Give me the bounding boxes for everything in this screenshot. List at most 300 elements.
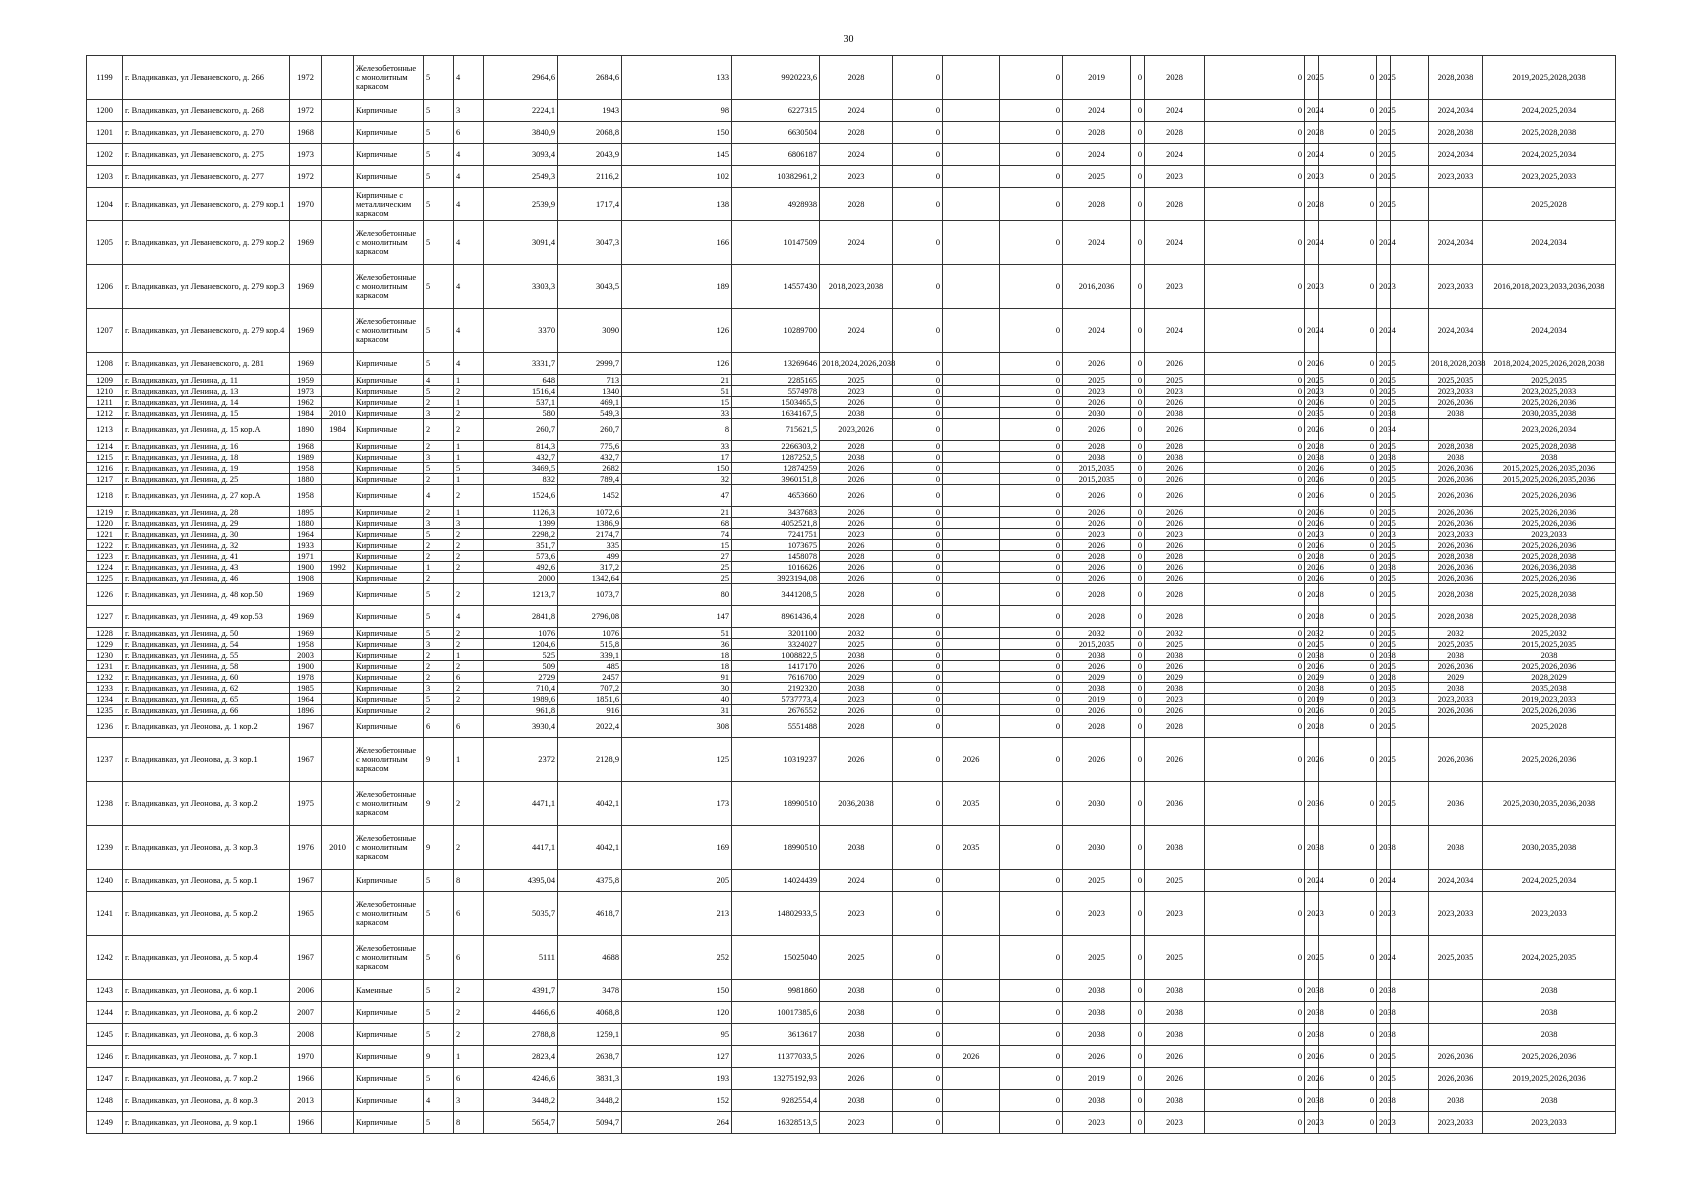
cell-c2: 0 [893,661,943,672]
cell-floors: 2 [424,705,454,716]
cell-c6: 0 [1131,562,1145,573]
cell-c11: 2025 [1377,375,1391,386]
cell-c2: 0 [893,463,943,474]
cell-c7: 2038 [1145,980,1205,1002]
cell-year2 [322,551,354,562]
cell-entrances: 2 [454,1024,484,1046]
cell-address: г. Владикавказ, ул Леонова, д. 5 кор.1 [123,870,290,892]
cell-c10: 0 [1319,100,1377,122]
cell-year2: 2010 [322,826,354,870]
cell-c9: 2026 [1305,353,1319,375]
cell-material: Кирпичные [354,562,424,573]
cell-c2: 0 [893,408,943,419]
cell-c8: 0 [1205,639,1305,650]
cell-year2 [322,694,354,705]
cell-entrances: 8 [454,1112,484,1134]
cell-c8: 0 [1205,1024,1305,1046]
cell-c9: 2026 [1305,474,1319,485]
cell-year: 1890 [290,419,322,441]
cell-c3 [943,892,1000,936]
cell-material: Кирпичные [354,529,424,540]
cell-c5: 2019 [1063,1068,1131,1090]
cell-c7: 2026 [1145,738,1205,782]
cell-c10: 0 [1319,738,1377,782]
cell-c10: 0 [1319,166,1377,188]
cell-c7: 2023 [1145,529,1205,540]
cell-c13: 2025,2028,2038 [1483,441,1616,452]
cell-c9: 2035 [1305,408,1319,419]
cell-floors: 5 [424,892,454,936]
cell-year: 1968 [290,441,322,452]
cell-empty [1391,529,1429,540]
cell-year: 2007 [290,1002,322,1024]
cell-floors: 3 [424,408,454,419]
cell-c6: 0 [1131,716,1145,738]
cell-floors: 5 [424,309,454,353]
cell-floors: 5 [424,694,454,705]
cell-c6: 0 [1131,56,1145,100]
cell-c13: 2023,2033 [1483,892,1616,936]
cell-c11: 2025 [1377,463,1391,474]
cell-cost: 9981860 [732,980,820,1002]
cell-empty [1391,782,1429,826]
cell-year: 1900 [290,661,322,672]
cell-residents: 138 [622,188,732,221]
cell-c10: 0 [1319,650,1377,661]
cell-c11: 2035 [1377,683,1391,694]
cell-residents: 36 [622,639,732,650]
cell-year2 [322,738,354,782]
cell-c3: 2026 [943,738,1000,782]
cell-floors: 2 [424,540,454,551]
cell-area_res: 2684,6 [558,56,622,100]
cell-c11: 2038 [1377,408,1391,419]
cell-area_res: 2638,7 [558,1046,622,1068]
cell-c8: 0 [1205,441,1305,452]
cell-c9: 2019 [1305,694,1319,705]
cell-c2: 0 [893,936,943,980]
cell-c6: 0 [1131,353,1145,375]
cell-c4: 0 [1000,716,1063,738]
cell-year: 1969 [290,584,322,606]
cell-c13: 2026,2036,2038 [1483,562,1616,573]
cell-cost: 10382961,2 [732,166,820,188]
cell-c4: 0 [1000,221,1063,265]
cell-area_total: 260,7 [484,419,558,441]
cell-year2 [322,936,354,980]
cell-empty [1391,826,1429,870]
cell-c4: 0 [1000,518,1063,529]
cell-material: Кирпичные [354,518,424,529]
cell-c5: 2025 [1063,375,1131,386]
cell-c10: 0 [1319,606,1377,628]
table-row [87,980,1616,1002]
cell-c13: 2015,2025,2035 [1483,639,1616,650]
cell-c2: 0 [893,892,943,936]
cell-c1: 2032 [820,628,893,639]
cell-c3 [943,100,1000,122]
table-row [87,518,1616,529]
cell-year: 1975 [290,782,322,826]
cell-c4: 0 [1000,1112,1063,1134]
cell-entrances: 2 [454,980,484,1002]
cell-id: 1243 [87,980,123,1002]
cell-entrances: 2 [454,694,484,705]
cell-c1: 2023 [820,892,893,936]
cell-c3 [943,122,1000,144]
cell-c5: 2026 [1063,518,1131,529]
cell-c8: 0 [1205,221,1305,265]
cell-empty [1391,683,1429,694]
cell-c7: 2032 [1145,628,1205,639]
cell-address: г. Владикавказ, ул Ленина, д. 41 [123,551,290,562]
cell-address: г. Владикавказ, ул Ленина, д. 18 [123,452,290,463]
cell-c6: 0 [1131,540,1145,551]
cell-material: Кирпичные [354,1068,424,1090]
cell-c5: 2026 [1063,661,1131,672]
cell-c9: 2026 [1305,573,1319,584]
cell-c6: 0 [1131,463,1145,474]
cell-c12: 2026,2036 [1429,485,1483,507]
cell-c7: 2023 [1145,1112,1205,1134]
cell-empty [1391,507,1429,518]
cell-c3 [943,518,1000,529]
cell-c12: 2028,2038 [1429,606,1483,628]
cell-address: г. Владикавказ, ул Ленина, д. 29 [123,518,290,529]
cell-material: Кирпичные [354,639,424,650]
cell-c11: 2025 [1377,474,1391,485]
cell-cost: 18990510 [732,782,820,826]
cell-cost: 3923194,08 [732,573,820,584]
cell-id: 1210 [87,386,123,397]
cell-c12: 2038 [1429,408,1483,419]
cell-c5: 2026 [1063,397,1131,408]
cell-empty [1391,870,1429,892]
cell-c4: 0 [1000,650,1063,661]
cell-area_res: 1717,4 [558,188,622,221]
cell-c3 [943,683,1000,694]
cell-year: 1896 [290,705,322,716]
cell-c10: 0 [1319,518,1377,529]
cell-empty [1391,56,1429,100]
cell-residents: 189 [622,265,732,309]
cell-c1: 2026 [820,518,893,529]
cell-c8: 0 [1205,397,1305,408]
cell-c10: 0 [1319,485,1377,507]
cell-c12: 2025,2035 [1429,936,1483,980]
cell-residents: 150 [622,463,732,474]
cell-c6: 0 [1131,419,1145,441]
cell-c3 [943,573,1000,584]
cell-c8: 0 [1205,584,1305,606]
cell-empty [1391,573,1429,584]
cell-c3 [943,628,1000,639]
cell-c13: 2025,2026,2036 [1483,507,1616,518]
cell-area_total: 5654,7 [484,1112,558,1134]
cell-c13: 2023,2025,2033 [1483,166,1616,188]
cell-floors: 5 [424,870,454,892]
cell-cost: 3960151,8 [732,474,820,485]
cell-id: 1223 [87,551,123,562]
cell-c8: 0 [1205,166,1305,188]
cell-c12 [1429,1024,1483,1046]
cell-id: 1248 [87,1090,123,1112]
cell-c8: 0 [1205,683,1305,694]
cell-c3 [943,1068,1000,1090]
cell-year2 [322,309,354,353]
cell-floors: 5 [424,386,454,397]
cell-c1: 2026 [820,1068,893,1090]
cell-c5: 2028 [1063,441,1131,452]
cell-area_total: 4466,6 [484,1002,558,1024]
cell-year2 [322,529,354,540]
cell-c4: 0 [1000,353,1063,375]
cell-address: г. Владикавказ, ул Ленина, д. 62 [123,683,290,694]
cell-c12: 2028,2038 [1429,584,1483,606]
cell-c13: 2038 [1483,980,1616,1002]
cell-area_res: 2068,8 [558,122,622,144]
cell-year: 2003 [290,650,322,661]
cell-material: Кирпичные [354,1046,424,1068]
cell-c1: 2028 [820,716,893,738]
cell-cost: 1417170 [732,661,820,672]
cell-c9: 2028 [1305,584,1319,606]
cell-year2 [322,397,354,408]
cell-floors: 1 [424,562,454,573]
cell-c2: 0 [893,870,943,892]
cell-year: 1972 [290,166,322,188]
cell-material: Кирпичные [354,540,424,551]
cell-c3 [943,1112,1000,1134]
cell-id: 1226 [87,584,123,606]
cell-c7: 2028 [1145,441,1205,452]
cell-year2 [322,1002,354,1024]
cell-residents: 32 [622,474,732,485]
cell-address: г. Владикавказ, ул Леонова, д. 3 кор.1 [123,738,290,782]
cell-c8: 0 [1205,870,1305,892]
cell-c10: 0 [1319,1090,1377,1112]
cell-c11: 2025 [1377,100,1391,122]
cell-c1: 2024 [820,870,893,892]
cell-year2 [322,540,354,551]
cell-c11: 2025 [1377,540,1391,551]
cell-c12: 2032 [1429,628,1483,639]
cell-cost: 4928938 [732,188,820,221]
cell-c4: 0 [1000,144,1063,166]
cell-area_res: 775,6 [558,441,622,452]
cell-c11: 2025 [1377,353,1391,375]
cell-c10: 0 [1319,573,1377,584]
cell-material: Кирпичные [354,507,424,518]
cell-c6: 0 [1131,265,1145,309]
cell-material: Кирпичные [354,705,424,716]
cell-area_total: 3331,7 [484,353,558,375]
cell-address: г. Владикавказ, ул Леваневского, д. 270 [123,122,290,144]
cell-floors: 2 [424,441,454,452]
cell-c2: 0 [893,628,943,639]
cell-c7: 2026 [1145,463,1205,474]
cell-cost: 13269646 [732,353,820,375]
cell-empty [1391,309,1429,353]
cell-c5: 2025 [1063,870,1131,892]
cell-floors: 3 [424,452,454,463]
cell-material: Кирпичные [354,463,424,474]
cell-address: г. Владикавказ, ул Леонова, д. 6 кор.2 [123,1002,290,1024]
cell-address: г. Владикавказ, ул Ленина, д. 66 [123,705,290,716]
cell-year: 2013 [290,1090,322,1112]
table-row [87,441,1616,452]
cell-c3 [943,463,1000,474]
cell-empty [1391,221,1429,265]
cell-year2 [322,386,354,397]
cell-area_res: 499 [558,551,622,562]
cell-c8: 0 [1205,1002,1305,1024]
cell-c2: 0 [893,507,943,518]
cell-c8: 0 [1205,408,1305,419]
cell-entrances: 4 [454,353,484,375]
cell-area_total: 1989,6 [484,694,558,705]
cell-c2: 0 [893,694,943,705]
cell-c8: 0 [1205,1090,1305,1112]
cell-material: Кирпичные [354,100,424,122]
cell-c7: 2026 [1145,573,1205,584]
cell-empty [1391,661,1429,672]
cell-c8: 0 [1205,485,1305,507]
cell-residents: 31 [622,705,732,716]
cell-c6: 0 [1131,518,1145,529]
table-row [87,265,1616,309]
cell-c9: 2038 [1305,683,1319,694]
cell-area_total: 432,7 [484,452,558,463]
cell-floors: 5 [424,1112,454,1134]
cell-c5: 2024 [1063,144,1131,166]
cell-c13: 2025,2026,2036 [1483,485,1616,507]
cell-year: 1900 [290,562,322,573]
cell-year: 1969 [290,606,322,628]
cell-c3 [943,474,1000,485]
cell-address: г. Владикавказ, ул Леонова, д. 3 кор.3 [123,826,290,870]
cell-c3 [943,144,1000,166]
cell-c6: 0 [1131,639,1145,650]
cell-c10: 0 [1319,1112,1377,1134]
cell-residents: 51 [622,386,732,397]
cell-year2 [322,56,354,100]
cell-c13: 2025,2028 [1483,716,1616,738]
cell-area_res: 2682 [558,463,622,474]
cell-entrances: 5 [454,463,484,474]
cell-area_res: 515,8 [558,639,622,650]
cell-c1: 2029 [820,672,893,683]
cell-residents: 166 [622,221,732,265]
cell-address: г. Владикавказ, ул Леонова, д. 8 кор.3 [123,1090,290,1112]
cell-residents: 68 [622,518,732,529]
cell-empty [1391,452,1429,463]
cell-c13: 2019,2023,2033 [1483,694,1616,705]
cell-c9: 2025 [1305,56,1319,100]
cell-c5: 2015,2035 [1063,463,1131,474]
cell-address: г. Владикавказ, ул Леваневского, д. 275 [123,144,290,166]
cell-c5: 2026 [1063,485,1131,507]
table-row [87,1024,1616,1046]
table-row [87,100,1616,122]
cell-year2 [322,716,354,738]
cell-c8: 0 [1205,122,1305,144]
cell-c5: 2016,2036 [1063,265,1131,309]
cell-c4: 0 [1000,408,1063,419]
cell-empty [1391,353,1429,375]
cell-c6: 0 [1131,672,1145,683]
cell-c7: 2026 [1145,540,1205,551]
cell-c7: 2024 [1145,221,1205,265]
cell-c9: 2024 [1305,221,1319,265]
cell-material: Кирпичные [354,375,424,386]
cell-area_total: 537,1 [484,397,558,408]
cell-cost: 5737773,4 [732,694,820,705]
table-row [87,650,1616,661]
cell-entrances: 1 [454,375,484,386]
cell-cost: 3201100 [732,628,820,639]
cell-c6: 0 [1131,507,1145,518]
cell-c7: 2025 [1145,870,1205,892]
cell-cost: 11377033,5 [732,1046,820,1068]
cell-c13: 2025,2026,2036 [1483,397,1616,408]
table-row [87,870,1616,892]
cell-c11: 2025 [1377,716,1391,738]
table-row [87,386,1616,397]
cell-empty [1391,980,1429,1002]
cell-address: г. Владикавказ, ул Леваневского, д. 266 [123,56,290,100]
cell-c6: 0 [1131,1068,1145,1090]
cell-c5: 2015,2035 [1063,474,1131,485]
cell-empty [1391,1112,1429,1134]
cell-empty [1391,419,1429,441]
cell-floors: 2 [424,507,454,518]
cell-entrances: 2 [454,540,484,551]
cell-year: 2006 [290,980,322,1002]
cell-residents: 173 [622,782,732,826]
cell-residents: 205 [622,870,732,892]
cell-c1: 2024 [820,221,893,265]
cell-c11: 2024 [1377,936,1391,980]
cell-year: 1970 [290,1046,322,1068]
cell-empty [1391,606,1429,628]
cell-c7: 2023 [1145,892,1205,936]
cell-year2 [322,705,354,716]
cell-c2: 0 [893,782,943,826]
cell-material: Кирпичные [354,1002,424,1024]
cell-id: 1200 [87,100,123,122]
cell-c4: 0 [1000,683,1063,694]
cell-c6: 0 [1131,221,1145,265]
cell-material: Кирпичные [354,408,424,419]
cell-empty [1391,1024,1429,1046]
table-row [87,716,1616,738]
cell-empty [1391,474,1429,485]
cell-area_total: 3930,4 [484,716,558,738]
cell-cost: 8961436,4 [732,606,820,628]
cell-cost: 1073675 [732,540,820,551]
cell-residents: 47 [622,485,732,507]
cell-c3 [943,1024,1000,1046]
table-row [87,452,1616,463]
cell-c3: 2035 [943,826,1000,870]
cell-c3 [943,980,1000,1002]
cell-c2: 0 [893,540,943,551]
cell-c9: 2024 [1305,309,1319,353]
cell-c3 [943,353,1000,375]
cell-c2: 0 [893,518,943,529]
cell-material: Кирпичные [354,694,424,705]
